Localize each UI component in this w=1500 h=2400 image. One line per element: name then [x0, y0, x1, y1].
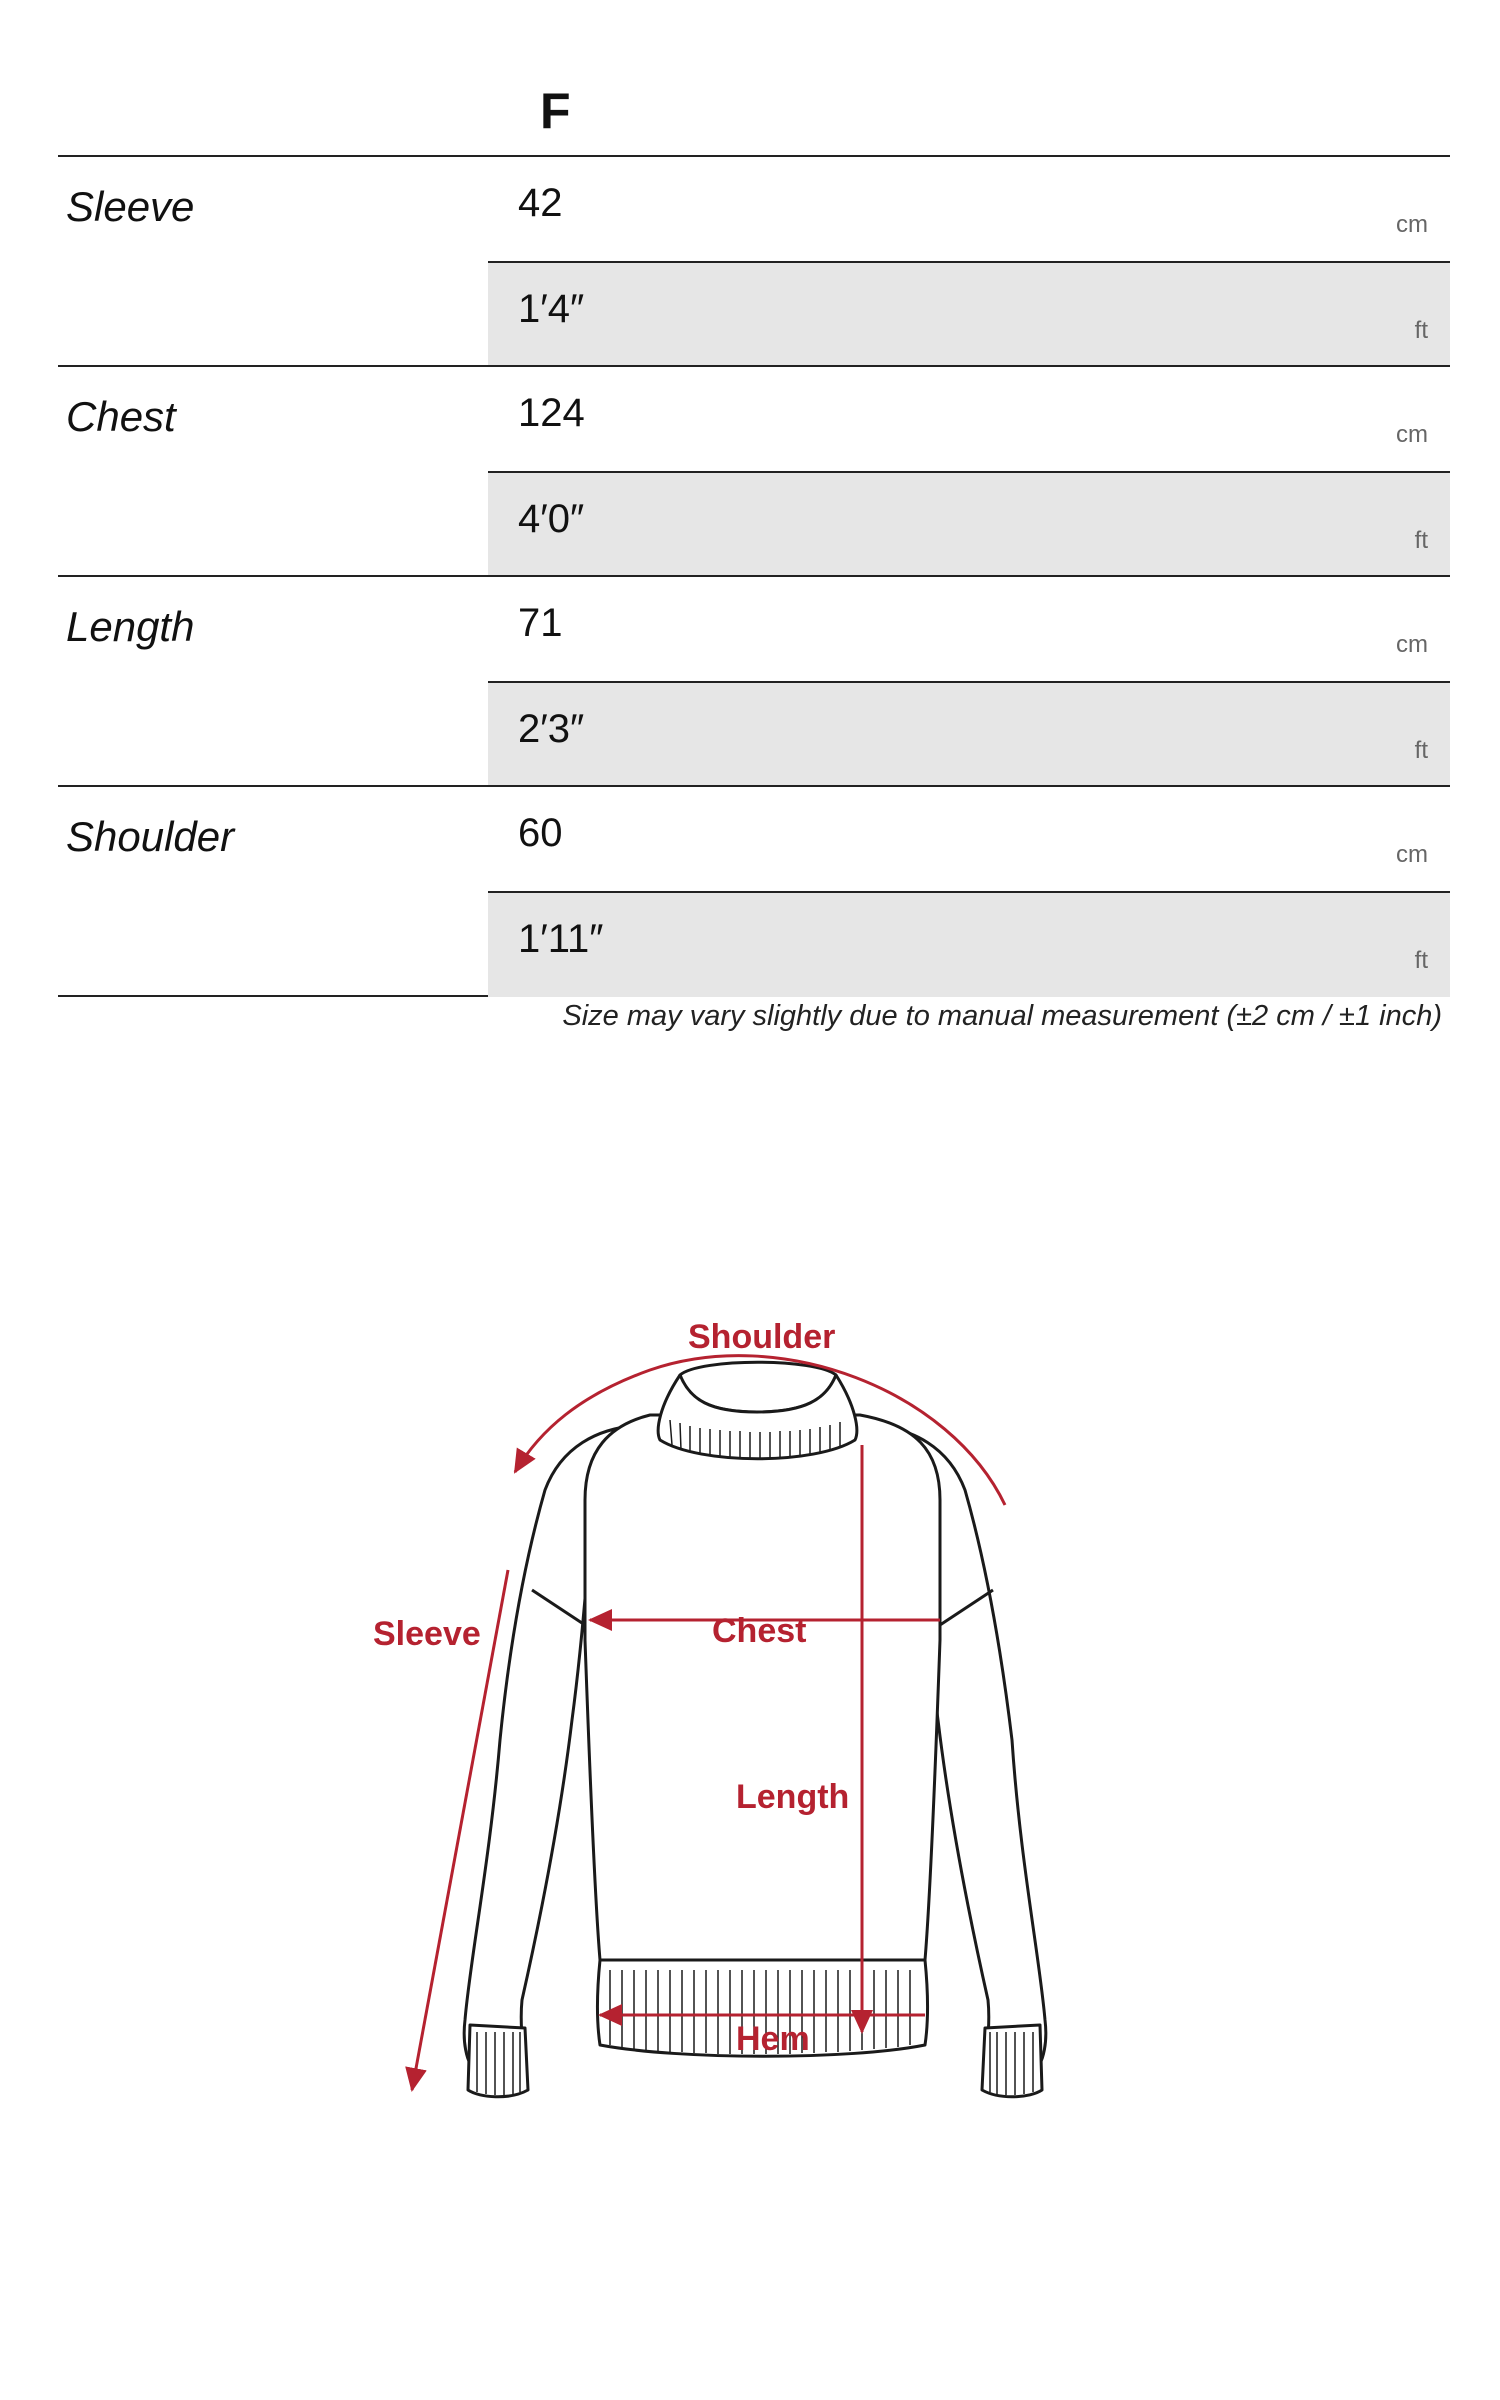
size-column-header: F — [540, 83, 571, 139]
ft-value: 1′4″ — [518, 287, 585, 331]
cm-value: 42 — [518, 181, 563, 225]
cm-value: 60 — [518, 811, 563, 855]
shoulder-label: Shoulder — [688, 1318, 836, 1356]
ft-row — [488, 891, 1450, 997]
measurement-note: Size may vary slightly due to manual measurement (±2 cm / ±1 inch) — [562, 1000, 1442, 1032]
ft-value: 4′0″ — [518, 497, 585, 541]
ft-row — [488, 681, 1450, 787]
sweater-outline — [464, 1362, 1046, 2097]
chest-label: Chest — [712, 1612, 807, 1650]
cm-unit: cm — [1396, 421, 1428, 448]
ft-unit: ft — [1414, 317, 1428, 344]
cm-value: 124 — [518, 391, 585, 435]
measurement-group-length — [58, 575, 1450, 785]
ft-unit: ft — [1414, 527, 1428, 554]
sweater-body — [585, 1415, 940, 1960]
ft-row — [488, 471, 1450, 577]
measurement-group-shoulder — [58, 785, 1450, 997]
hem-label: Hem — [736, 2020, 810, 2058]
measurement-label: Chest — [66, 393, 176, 440]
ft-value: 2′3″ — [518, 707, 585, 751]
cm-row — [488, 157, 1450, 261]
sweater-diagram — [0, 1300, 1500, 2200]
measurement-label: Sleeve — [66, 183, 195, 230]
measurement-group-sleeve — [58, 155, 1450, 365]
cm-unit: cm — [1396, 631, 1428, 658]
cm-unit: cm — [1396, 841, 1428, 868]
ft-unit: ft — [1414, 737, 1428, 764]
ft-row — [488, 261, 1450, 367]
measurement-label: Shoulder — [66, 813, 235, 860]
size-table — [58, 155, 1450, 997]
cm-row — [488, 577, 1450, 681]
cm-value: 71 — [518, 601, 563, 645]
sleeve-label: Sleeve — [373, 1615, 481, 1653]
measurement-group-chest — [58, 365, 1450, 575]
length-label: Length — [736, 1778, 850, 1816]
ft-unit: ft — [1414, 947, 1428, 974]
ft-value: 1′11″ — [518, 917, 604, 961]
cm-unit: cm — [1396, 211, 1428, 238]
cm-row — [488, 787, 1450, 891]
measurement-label: Length — [66, 603, 195, 650]
cm-row — [488, 367, 1450, 471]
